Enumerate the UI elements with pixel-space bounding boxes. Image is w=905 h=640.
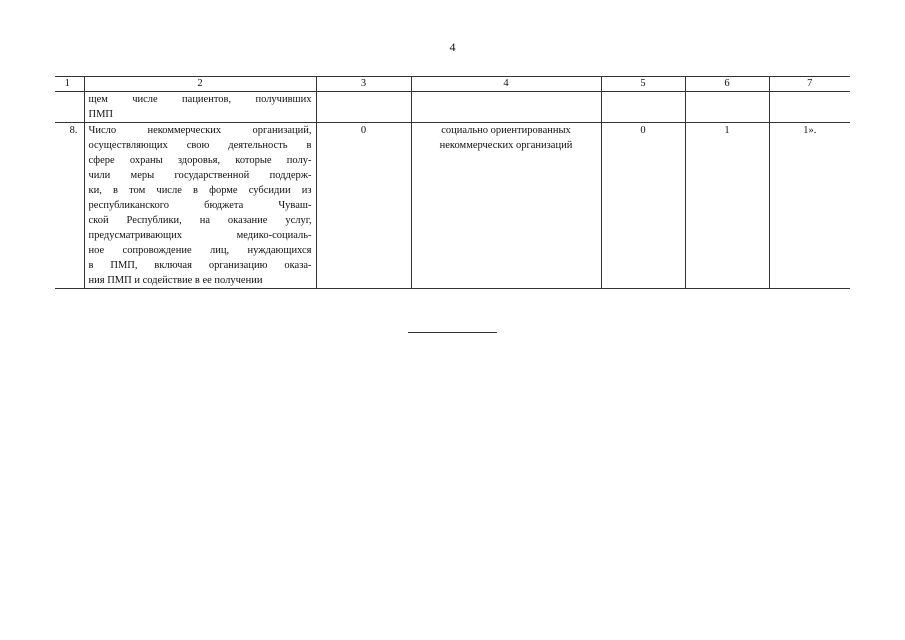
header-cell-3: 3 (316, 77, 411, 92)
description-line: ния ПМП и содействие в ее получении (88, 275, 263, 286)
continuation-cell-4 (411, 92, 601, 123)
header-cell-4: 4 (411, 77, 601, 92)
continuation-num-cell (55, 92, 84, 123)
description-line: Число некоммерческих организаций, (88, 125, 312, 136)
row-cell-7: 1». (769, 123, 850, 289)
description-line: ки, в том числе в форме субсидии из (88, 185, 312, 196)
description-line: чили меры государственной поддерж- (88, 170, 312, 181)
continuation-cell-5 (601, 92, 685, 123)
page-number: 4 (449, 40, 456, 54)
header-cell-1: 1 (55, 77, 84, 92)
row-description-cell (84, 123, 316, 289)
table-header-row (55, 77, 850, 92)
row-cell-6: 1 (685, 123, 769, 289)
continuation-cell-6 (685, 92, 769, 123)
description-line: щем числе пациентов, получивших (88, 94, 312, 105)
description-line: предусматривающих медико-социаль- (88, 230, 312, 241)
continuation-description-cell (84, 92, 316, 123)
row-cell-4: социально ориентированных некоммерческих организаций (411, 123, 601, 289)
description-line: в ПМП, включая организацию оказа- (88, 260, 312, 271)
description-line: ПМП (88, 109, 114, 120)
data-table (55, 76, 850, 289)
description-line: сфере охраны здоровья, которые полу- (88, 155, 312, 166)
header-cell-6: 6 (685, 77, 769, 92)
table-row-8 (55, 123, 850, 289)
footer-divider (408, 332, 497, 333)
header-cell-7: 7 (769, 77, 850, 92)
description-line: республиканского бюджета Чуваш- (88, 200, 312, 211)
row-cell-3: 0 (316, 123, 411, 289)
description-line: осуществляющих свою деятельность в (88, 140, 312, 151)
continuation-cell-3 (316, 92, 411, 123)
row-number: 8. (55, 123, 84, 289)
header-cell-5: 5 (601, 77, 685, 92)
continuation-cell-7 (769, 92, 850, 123)
row-cell-5: 0 (601, 123, 685, 289)
header-cell-2: 2 (84, 77, 316, 92)
continuation-row (55, 92, 850, 123)
description-line: ской Республики, на оказание услуг, (88, 215, 312, 226)
description-line: ное сопровождение лиц, нуждающихся (88, 245, 312, 256)
